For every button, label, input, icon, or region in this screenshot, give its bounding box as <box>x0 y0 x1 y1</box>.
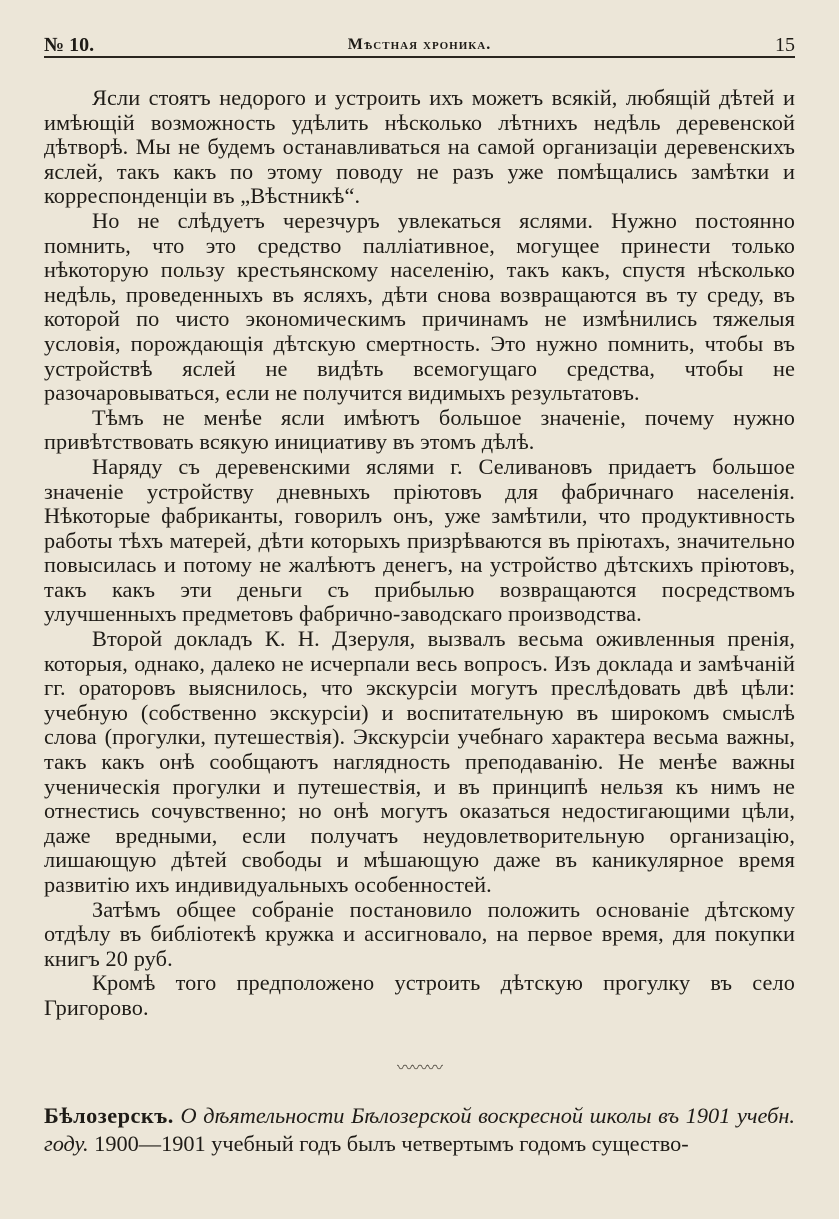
article-place: Бѣлозерскъ. <box>44 1102 174 1128</box>
section-divider: 〰〰〰 <box>396 1057 442 1077</box>
article-title: О дѣятельности Бѣлозерской воскресной школы въ 1901 учебн. году. <box>44 1102 795 1156</box>
issue-number: № 10. <box>44 34 95 56</box>
article-text: 1900—1901 учебный годъ былъ четвертымъ годомъ существо- <box>88 1130 689 1156</box>
article-body <box>44 86 795 1158</box>
header-rule <box>44 56 795 58</box>
paragraph: Наряду съ деревенскими яслями г. Селивановъ придаетъ большое значеніе устройству дневныхъ пріютовъ для фабричнаго населенія. Нѣкоторые фабриканты, говорилъ онъ, уже замѣтили, что продуктивность работы тѣхъ матерей, дѣти которыхъ призрѣваются въ пріютахъ, значительно повысилась и потому не жалѣютъ денегъ, на устройство дѣтскихъ пріютовъ, такъ какъ эти деньги съ прибылью возвращаются посредствомъ улучшенныхъ предметовъ фабрично-заводскаго производства. <box>44 453 795 627</box>
page-number: 15 <box>775 34 795 56</box>
section-title: Мѣстная хроника. <box>347 36 492 53</box>
paragraph: Кромѣ того предположено устроить дѣтскую прогулку въ село Григорово. <box>44 970 795 1020</box>
paragraph: Второй докладъ К. Н. Дзеруля, вызвалъ весьма оживленныя пренія, которыя, однако, далеко не исчерпали весь вопросъ. Изъ доклада и замѣчаній гг. ораторовъ выяснилось, что экскурсіи могутъ преслѣдовать двѣ цѣли: учебную (собственно экскурсіи) и воспитательную въ широкомъ смыслѣ слова (прогулки, путешествія). Экскурсіи учебнаго характера весьма важны, такъ какъ онѣ сообщаютъ наглядность преподаванію. Не менѣе важны ученическія прогулки и путешествія, и въ принципѣ нельзя къ нимъ не отнестись сочувственно; но онѣ могутъ оказаться недостигающими цѣли, даже вредными, если получатъ неудовлетворительную организацію, лишающую дѣтей свободы и мѣшающую даже въ каникулярное время развитію ихъ индивидуальныхъ особенностей. <box>44 626 795 897</box>
next-article <box>44 1102 795 1158</box>
paragraph: Ясли стоятъ недорого и устроить ихъ можетъ всякій, любящій дѣтей и имѣющій возможность удѣлить нѣсколько лѣтнихъ недѣль деревенской дѣтворѣ. Мы не будемъ останавливаться на самой организаціи деревенскихъ яслей, такъ какъ по этому поводу не разъ уже помѣщались замѣтки и корреспонденціи въ „Вѣстникѣ“. <box>44 85 795 209</box>
paragraph: Тѣмъ не менѣе ясли имѣютъ большое значеніе, почему нужно привѣтствовать всякую инициативу въ этомъ дѣлѣ. <box>44 404 795 455</box>
running-header <box>44 30 795 56</box>
paragraph: Но не слѣдуетъ черезчуръ увлекаться яслями. Нужно постоянно помнить, что это средство палліативное, могущее принести только нѣкоторую пользу крестьянскому населенію, такъ какъ, спустя нѣсколько недѣль, проведенныхъ въ ясляхъ, дѣти снова возвращаются въ ту среду, въ которой по чисто экономическимъ причинамъ не измѣнились тяжелыя условія, порождающія дѣтскую смертность. Это нужно помнить, чтобы въ устройствѣ яслей не видѣть всемогущаго средства, чтобы не разочаровываться, если не получится видимыхъ результатовъ. <box>44 207 795 406</box>
paragraph: Затѣмъ общее собраніе постановило положить основаніе дѣтскому отдѣлу въ библіотекѣ кружка и ассигновало, на первое время, для покупки книгъ 20 руб. <box>44 896 795 971</box>
